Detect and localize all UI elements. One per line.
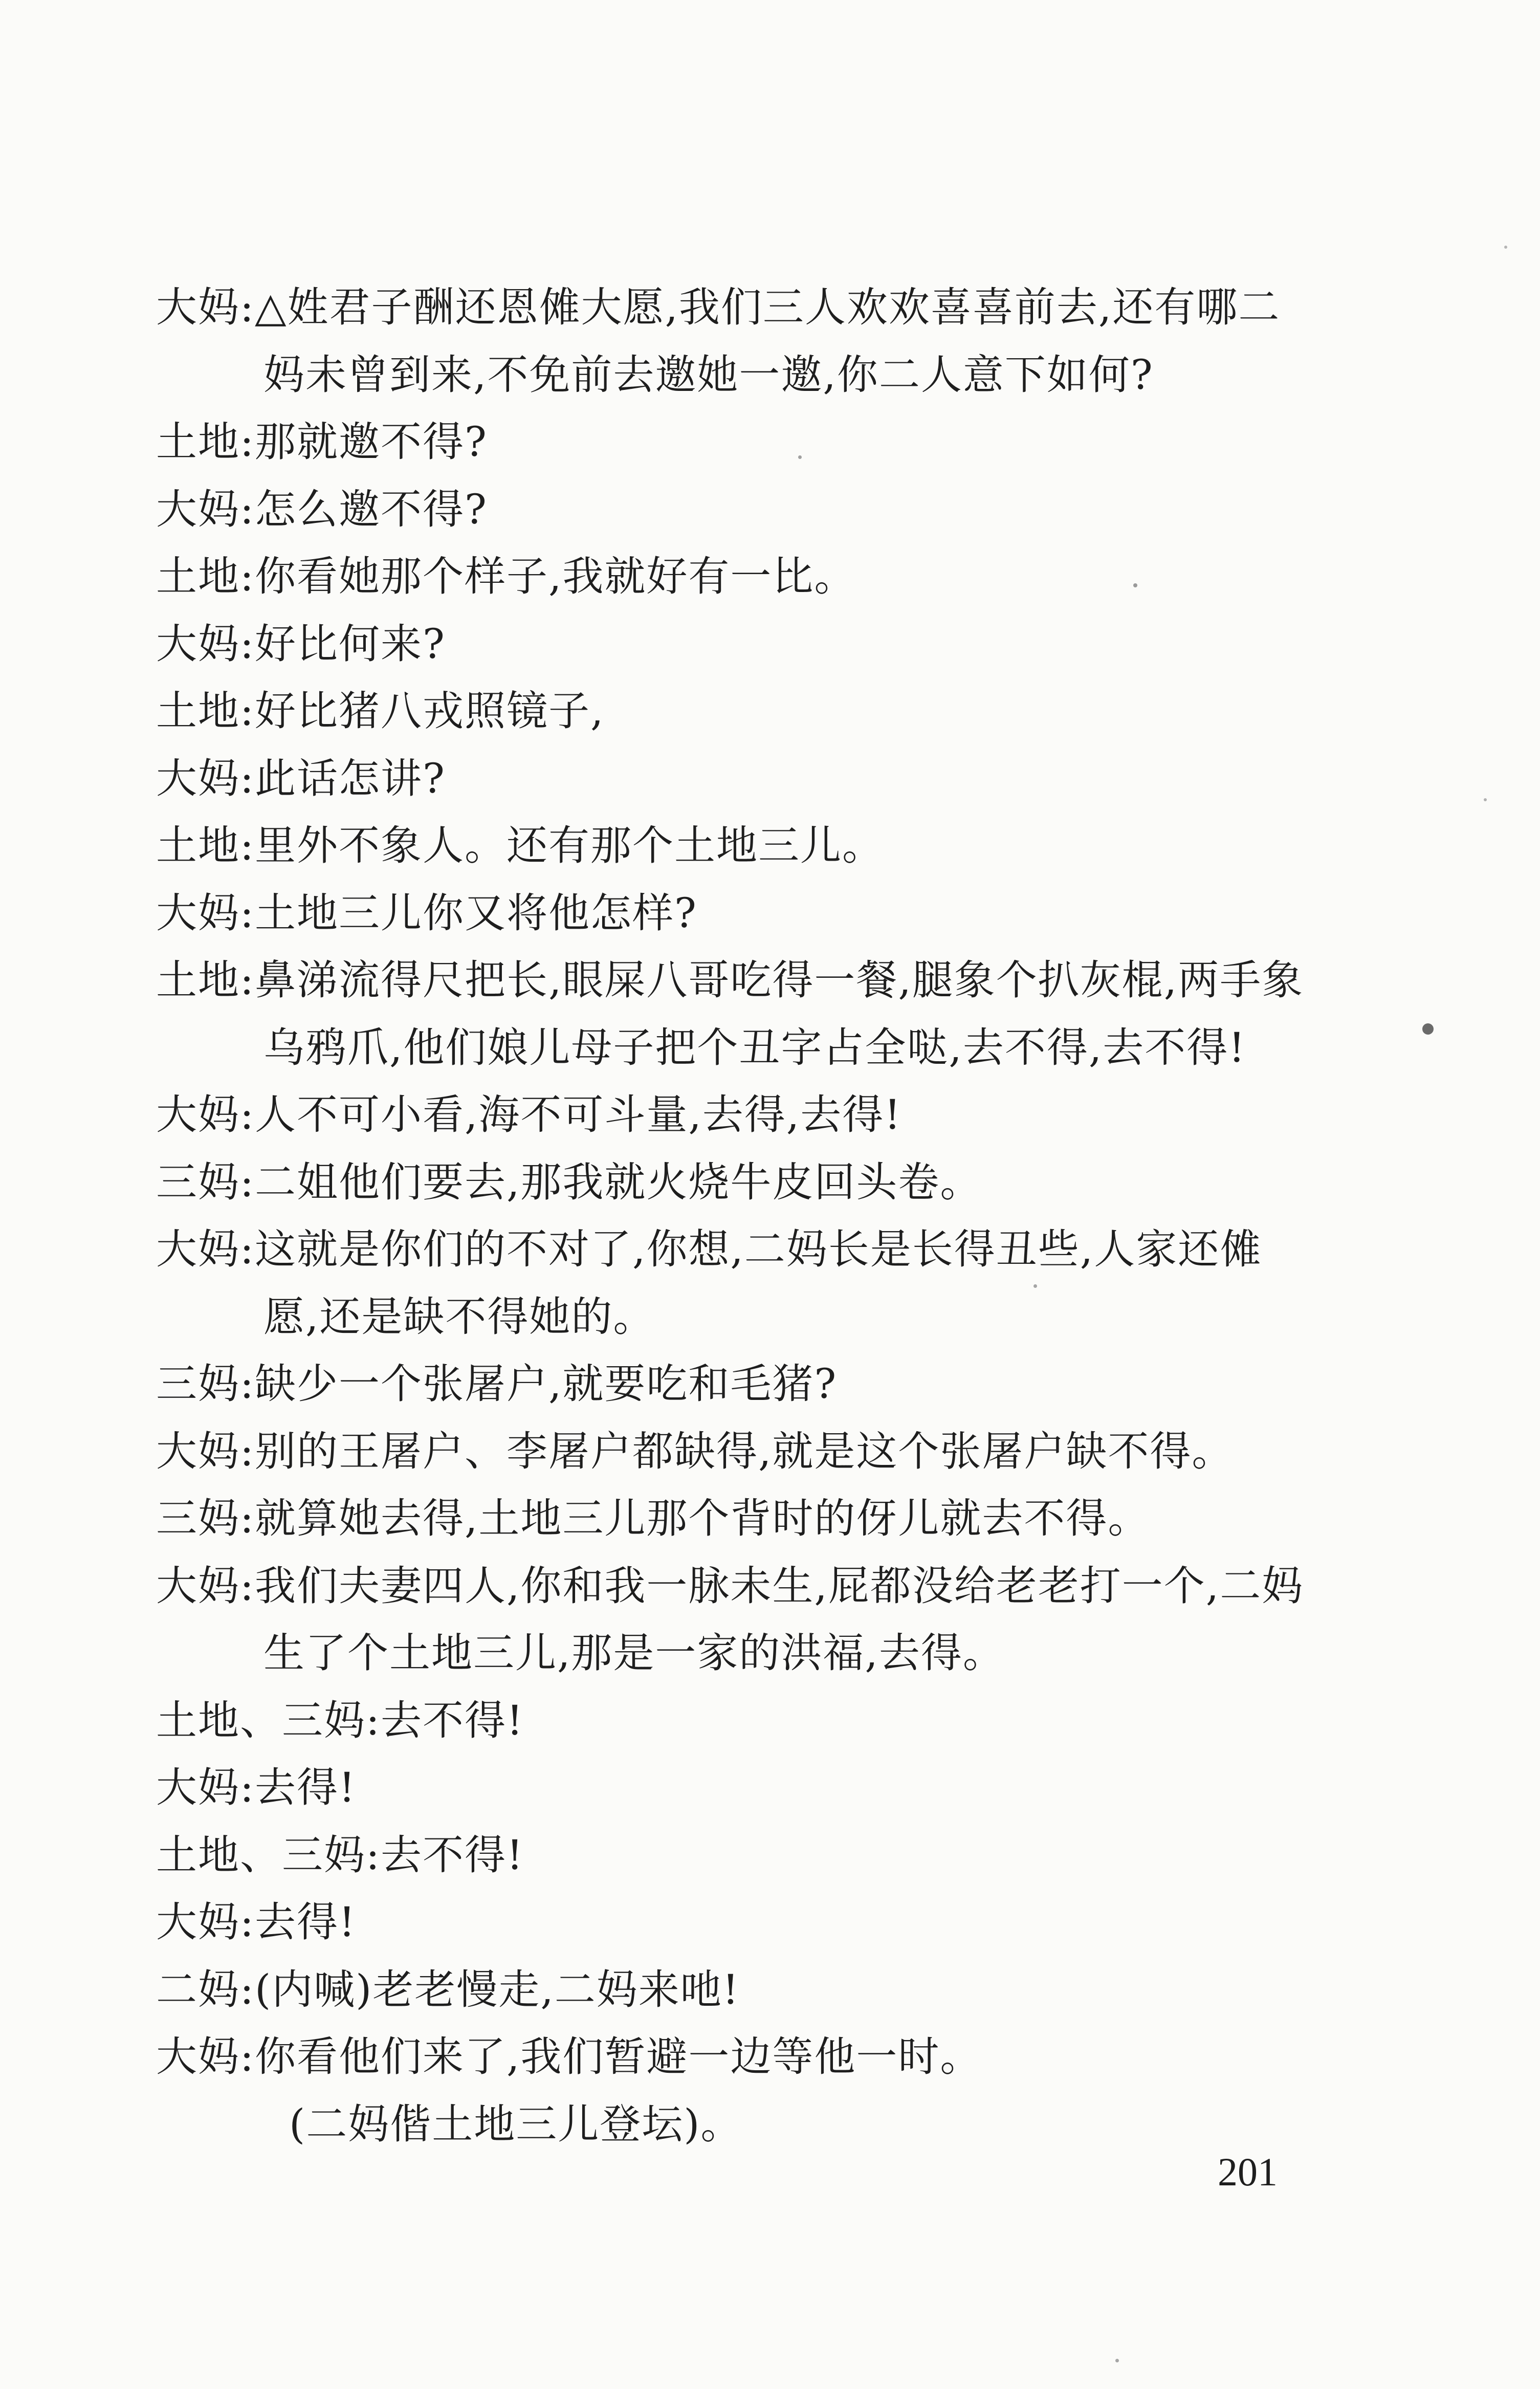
dialogue-continuation: 愿,还是缺不得她的。 bbox=[263, 1292, 655, 1341]
dialogue-line: 大妈:别的王屠户、李屠户都缺得,就是这个张屠户缺不得。 bbox=[156, 1427, 1234, 1475]
dialogue-line: 土地:鼻涕流得尺把长,眼屎八哥吃得一餐,腿象个扒灰棍,两手象 bbox=[156, 956, 1304, 1004]
dialogue-line: 土地:里外不象人。还有那个土地三儿。 bbox=[156, 822, 884, 869]
scan-speck bbox=[1133, 583, 1137, 587]
stage-direction: (二妈偕土地三儿登坛)。 bbox=[289, 2100, 743, 2148]
script-text bbox=[156, 274, 1348, 2158]
dialogue-line: 土地:你看她那个样子,我就好有一比。 bbox=[156, 553, 856, 600]
dialogue-line: 大妈:你看他们来了,我们暂避一边等他一时。 bbox=[156, 2033, 982, 2080]
scan-speck bbox=[1115, 2359, 1119, 2362]
scan-speck bbox=[1033, 1284, 1037, 1288]
dialogue-line: 大妈:△姓君子酬还恩傩大愿,我们三人欢欢喜喜前去,还有哪二 bbox=[156, 283, 1281, 331]
dialogue-line: 大妈:去得! bbox=[156, 1898, 357, 1946]
page-number: 201 bbox=[1218, 2150, 1278, 2194]
dialogue-line: 土地:好比猪八戎照镜子, bbox=[156, 687, 605, 735]
dialogue-line: 大妈:好比何来? bbox=[156, 620, 446, 668]
scan-speck bbox=[1484, 798, 1487, 801]
dialogue-continuation: 生了个土地三儿,那是一家的洪福,去得。 bbox=[263, 1629, 1005, 1677]
dialogue-continuation: 乌鸦爪,他们娘儿母子把个丑字占全哒,去不得,去不得! bbox=[263, 1023, 1246, 1071]
dialogue-line: 大妈:去得! bbox=[156, 1764, 357, 1811]
dialogue-line: 大妈:此话怎讲? bbox=[156, 754, 446, 802]
dialogue-line: 土地:那就邀不得? bbox=[156, 418, 488, 466]
scan-speck bbox=[1504, 246, 1507, 249]
dialogue-line: 大妈:土地三儿你又将他怎样? bbox=[156, 889, 697, 937]
scan-speck bbox=[798, 455, 802, 459]
dialogue-line: 土地、三妈:去不得! bbox=[156, 1696, 524, 1744]
dialogue-line: 三妈:就算她去得,土地三儿那个背时的伢儿就去不得。 bbox=[156, 1495, 1150, 1542]
dialogue-line: 大妈:这就是你们的不对了,你想,二妈长是长得丑些,人家还傩 bbox=[156, 1225, 1262, 1273]
dialogue-line: 大妈:我们夫妻四人,你和我一脉未生,屁都没给老老打一个,二妈 bbox=[156, 1562, 1304, 1610]
dialogue-line: 三妈:二姐他们要去,那我就火烧牛皮回头卷。 bbox=[156, 1158, 982, 1206]
dialogue-line: 土地、三妈:去不得! bbox=[156, 1831, 524, 1879]
dialogue-line: 大妈:怎么邀不得? bbox=[156, 485, 488, 533]
dialogue-continuation: 妈未曾到来,不免前去邀她一邀,你二人意下如何? bbox=[263, 350, 1154, 399]
dialogue-line: 二妈:(内喊)老老慢走,二妈来吔! bbox=[156, 1965, 740, 2013]
scan-speck bbox=[1422, 1023, 1434, 1035]
dialogue-line: 三妈:缺少一个张屠户,就要吃和毛猪? bbox=[156, 1360, 838, 1408]
dialogue-line: 大妈:人不可小看,海不可斗量,去得,去得! bbox=[156, 1091, 902, 1138]
